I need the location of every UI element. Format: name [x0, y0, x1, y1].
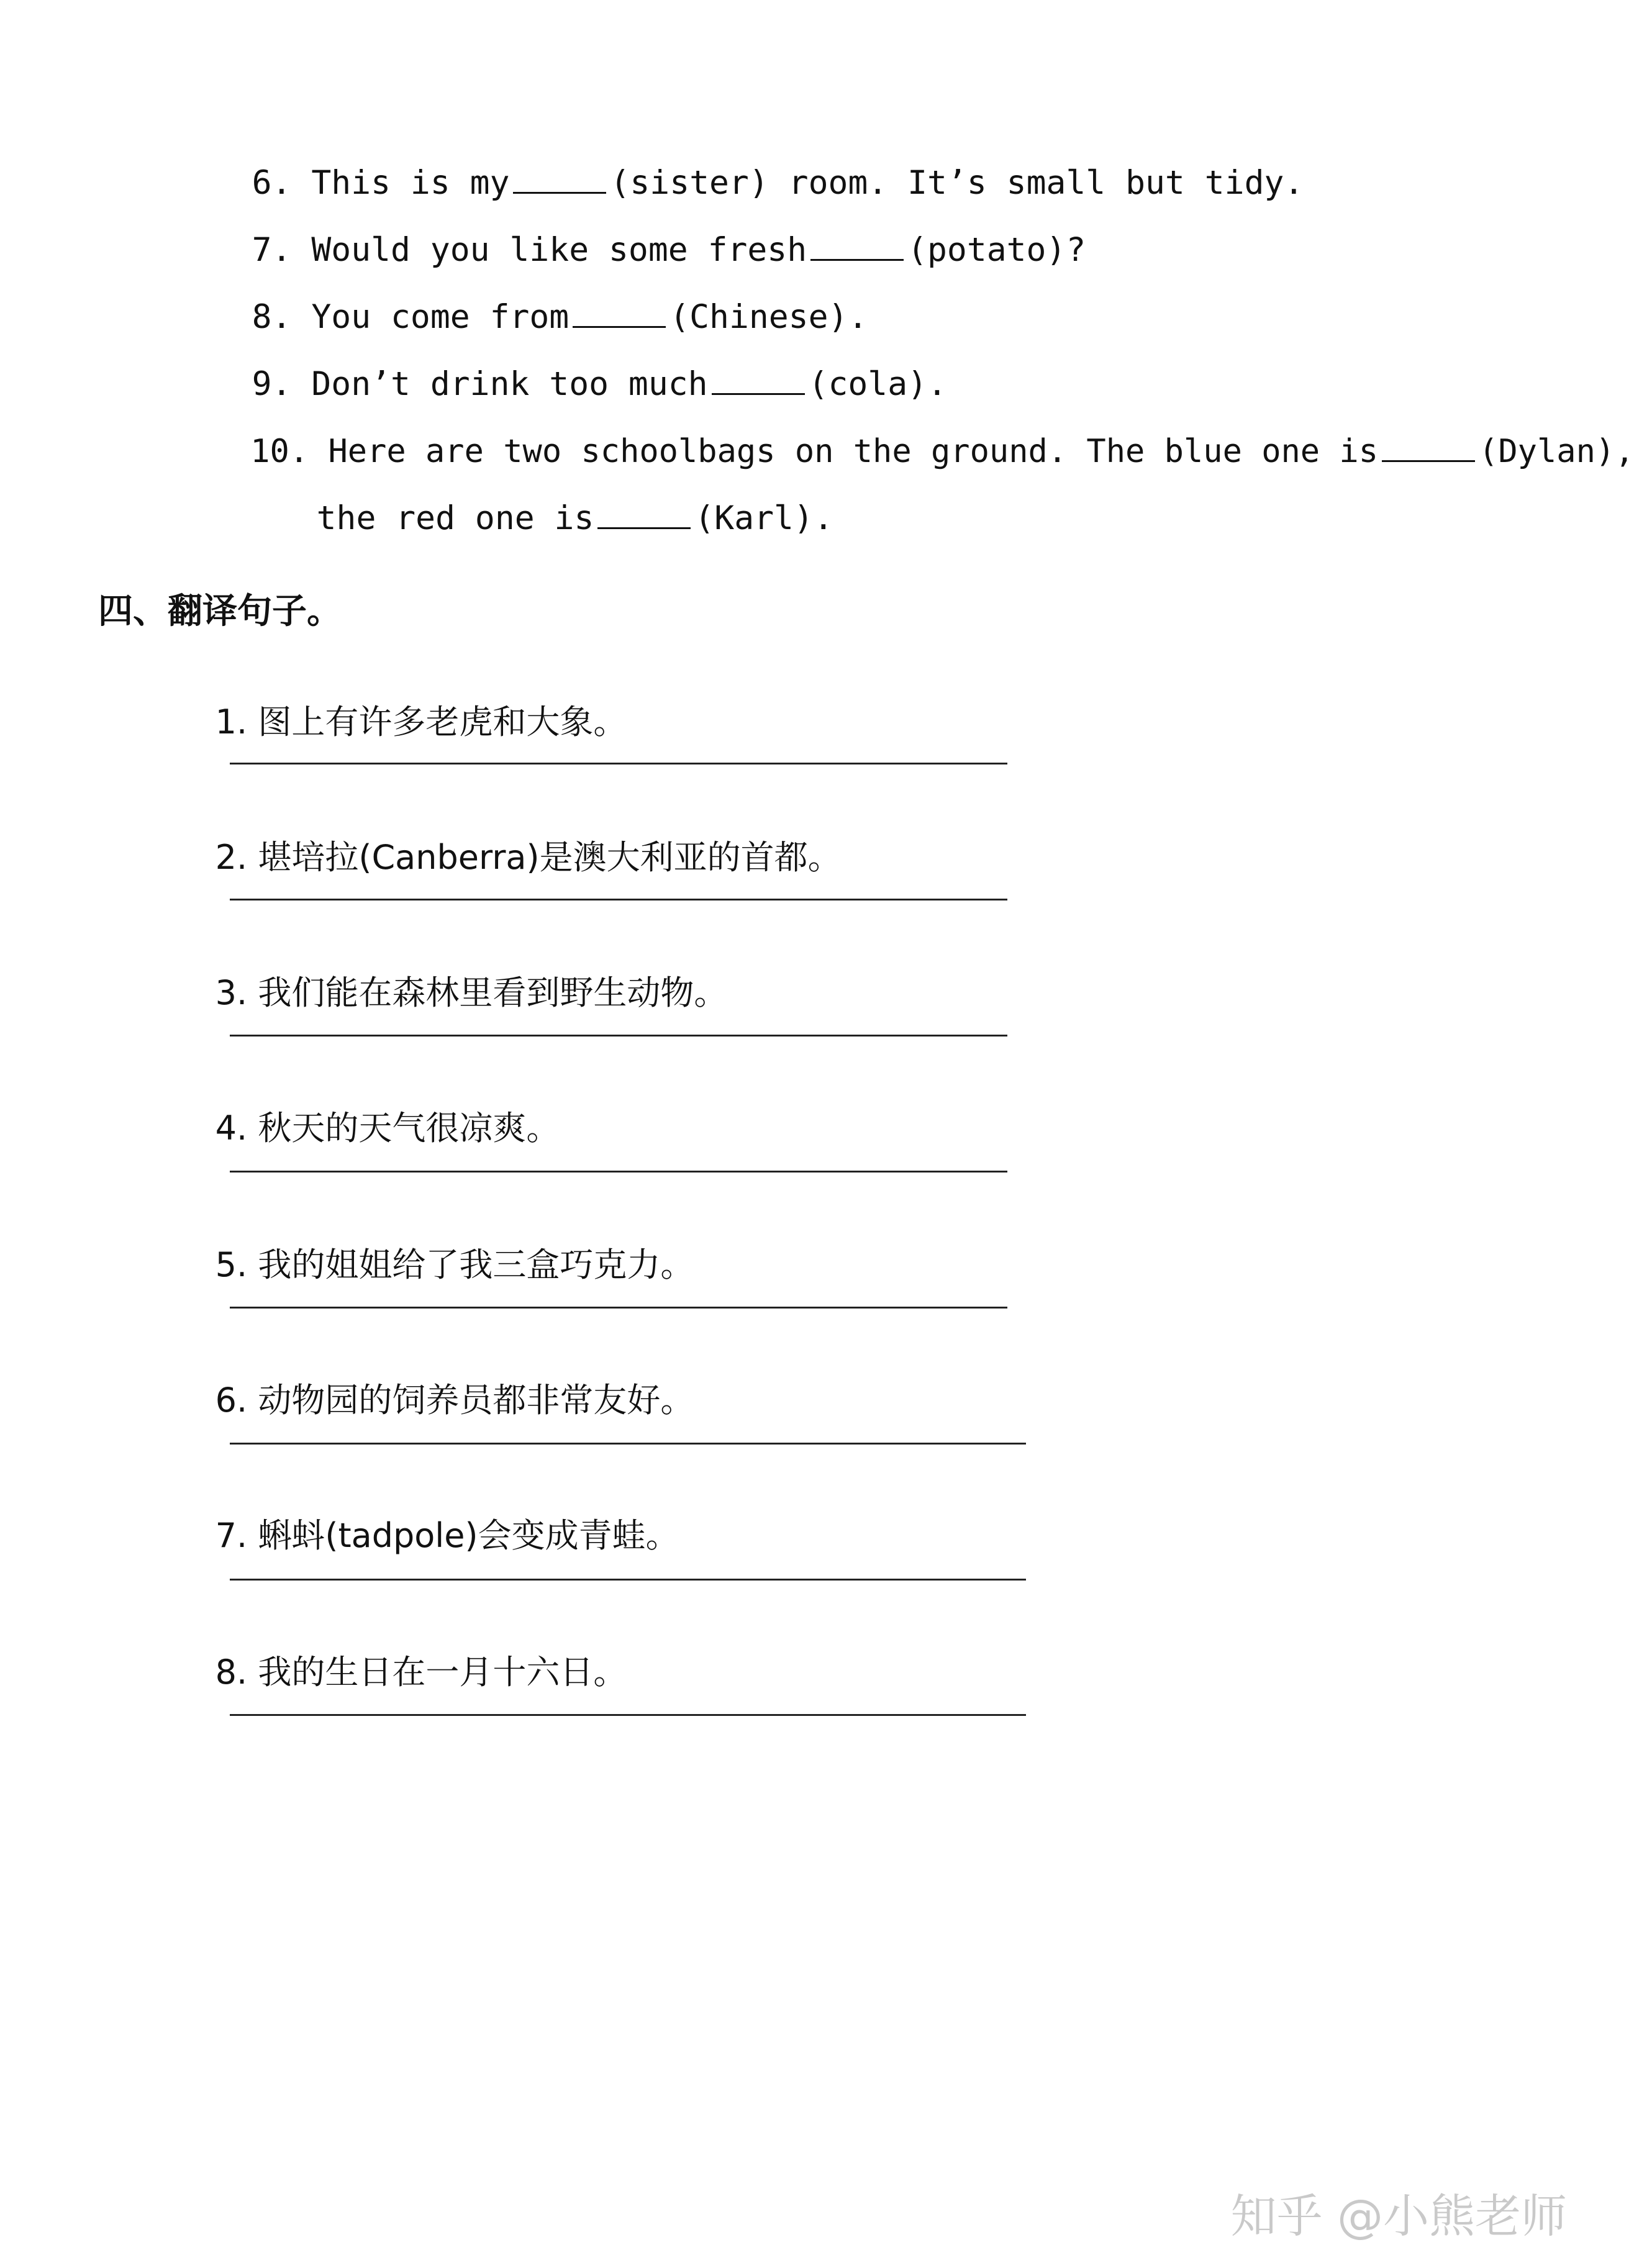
translation-item-1 — [173, 657, 627, 787]
item-text-before: Would you like some fresh — [311, 231, 807, 269]
item-number: 9. — [252, 365, 292, 403]
translation-item-6 — [173, 1335, 694, 1466]
item-text-after: (Dylan), — [1479, 433, 1634, 470]
item-text-after: (cola). — [808, 365, 947, 403]
translation-item-2 — [173, 792, 842, 923]
item-prompt: 动物园的饲养员都非常友好。 — [258, 1381, 694, 1420]
item-prompt: 图上有许多老虎和大象。 — [258, 702, 627, 742]
item-prompt: 我的生日在一月十六日。 — [258, 1653, 627, 1692]
answer-line[interactable] — [230, 1307, 1007, 1309]
item-number: 6. — [252, 164, 292, 202]
translation-item-4 — [173, 1063, 560, 1194]
item-number: 5. — [215, 1245, 248, 1284]
item-number: 4. — [215, 1109, 248, 1148]
item-text-before: You come from — [311, 298, 570, 336]
translation-item-8 — [173, 1607, 627, 1738]
item-prompt: 我们能在森林里看到野生动物。 — [258, 973, 728, 1012]
item-text-after: (Chinese). — [669, 298, 868, 336]
item-number: 8. — [215, 1653, 248, 1692]
item-text-before: This is my — [311, 164, 510, 202]
section-title: 四、翻译句子。 — [98, 591, 342, 632]
translation-item-5 — [173, 1200, 694, 1330]
item-prompt: 蝌蚪(tadpole)会变成青蛙。 — [258, 1516, 679, 1555]
item-number: 2. — [215, 838, 248, 877]
item-text-after: (sister) room. It’s small but tidy. — [610, 164, 1304, 202]
answer-line[interactable] — [230, 1171, 1007, 1173]
translation-item-3 — [173, 928, 727, 1058]
item-text-after: (potato)? — [907, 231, 1086, 269]
item-number: 6. — [215, 1381, 248, 1420]
item-text-before: the red one is — [316, 499, 594, 537]
translation-item-7 — [173, 1471, 679, 1601]
item-text-after: (Karl). — [694, 499, 833, 537]
item-number: 8. — [252, 298, 292, 336]
item-text-before: Don’t drink too much — [311, 365, 708, 403]
item-number: 7. — [252, 231, 292, 269]
item-prompt: 我的姐姐给了我三盒巧克力。 — [258, 1245, 694, 1284]
answer-line[interactable] — [230, 763, 1007, 764]
answer-blank[interactable] — [1382, 430, 1475, 462]
item-number: 10. — [250, 433, 309, 470]
watermark: 知乎 @小熊老师 — [1230, 2190, 1567, 2243]
answer-line[interactable] — [230, 899, 1007, 900]
item-prompt: 堪培拉(Canberra)是澳大利亚的首都。 — [258, 838, 842, 877]
item-prompt: 秋天的天气很凉爽。 — [258, 1109, 560, 1148]
answer-line[interactable] — [230, 1579, 1026, 1581]
answer-line[interactable] — [230, 1443, 1026, 1445]
item-number: 3. — [215, 973, 248, 1012]
item-text-before: Here are two schoolbags on the ground. The blue one is — [328, 433, 1379, 470]
item-number: 7. — [215, 1516, 248, 1555]
answer-line[interactable] — [230, 1714, 1026, 1716]
item-number: 1. — [215, 702, 248, 742]
fill-item-10-continued — [237, 453, 833, 584]
answer-line[interactable] — [230, 1035, 1007, 1036]
answer-blank[interactable] — [597, 497, 691, 529]
